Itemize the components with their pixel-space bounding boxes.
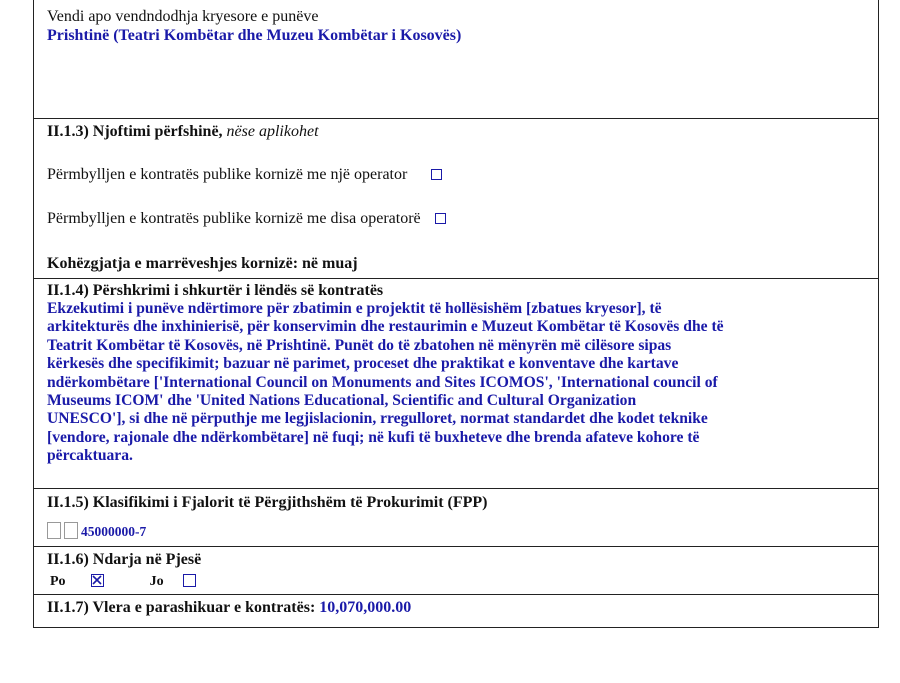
lots-yes-checkbox[interactable] [91,574,104,587]
framework-multi-label: Përmbylljen e kontratës publike kornizë me disa operatorë [47,210,421,227]
location-label: Vendi apo vendndodhja kryesore e punëve [47,8,319,25]
value-heading: II.1.7) Vlera e parashikuar e kontratës: [47,599,316,616]
lots-options [47,572,878,591]
description-heading: II.1.4) Përshkrimi i shkurtër i lëndës së kontratës [47,282,384,299]
cpv-section [33,489,879,547]
description-section [33,279,879,489]
cpv-code: 45000000-7 [81,524,147,539]
cpv-box [64,522,78,539]
lots-yes-label: Po [50,574,66,589]
cpv-heading: II.1.5) Klasifikimi i Fjalorit të Përgjithshëm të Prokurimit (FPP) [47,494,488,511]
description-line: [vendore, rajonale dhe ndërkombëtare] në fuqi; në kufi të buxheteve dhe brenda afateve kohore të [47,428,700,446]
lots-no-label: Jo [149,574,164,589]
value-amount: 10,070,000.00 [319,599,412,616]
description-line: arkitekturës dhe inxhinierisë, për konservimin dhe restaurimin e Muzeut Kombëtar të Kosovës dhe të [47,318,724,336]
value-section [33,595,879,628]
framework-single-checkbox[interactable] [431,169,442,180]
notice-heading-note: nëse aplikohet [226,123,319,140]
location-value: Prishtinë (Teatri Kombëtar dhe Muzeu Kombëtar i Kosovës) [47,27,462,44]
cpv-code-row [47,522,878,541]
description-text [47,300,878,466]
description-line: Ekzekutimi i punëve ndërtimore për zbatimin e projektit të hollësishëm [zbatues kryesor], të [47,300,662,317]
procurement-form [33,0,879,628]
framework-multi-option [47,209,446,228]
notice-heading: II.1.3) Njoftimi përfshinë, nëse aplikohet [47,123,319,140]
description-line: Teatrit Kombëtar të Kosovës, në Prishtinë. Punët do të zbatohen në mënyrën më cilësore sipas [47,336,672,354]
check-x-icon [92,575,102,585]
framework-single-label: Përmbylljen e kontratës publike kornizë me një operator [47,166,408,183]
lots-heading: II.1.6) Ndarja në Pjesë [47,551,202,568]
framework-duration: Kohëzgjatja e marrëveshjes kornizë: në muaj [47,255,358,272]
framework-single-option [47,165,442,184]
framework-multi-checkbox[interactable] [435,213,446,224]
description-line: kërkesës dhe specifikimit; bazuar në parimet, proceset dhe praktikat e konventave dhe kartave [47,355,679,373]
description-line: Museums ICOM' dhe 'United Nations Educational, Scientific and Cultural Organization [47,392,637,410]
lots-section [33,547,879,595]
description-line: UNESCO'], si dhe në përputhje me legjislacionin, rregulloret, normat standardet dhe kodet teknike [47,410,708,428]
description-line: përcaktuara. [47,447,133,465]
description-line: ndërkombëtare ['International Council on Monuments and Sites ICOMOS', 'International council of [47,373,718,391]
value-row [47,598,878,617]
cpv-box [47,522,61,539]
location-section [33,0,879,119]
lots-no-checkbox[interactable] [183,574,196,587]
notice-section [33,119,879,279]
